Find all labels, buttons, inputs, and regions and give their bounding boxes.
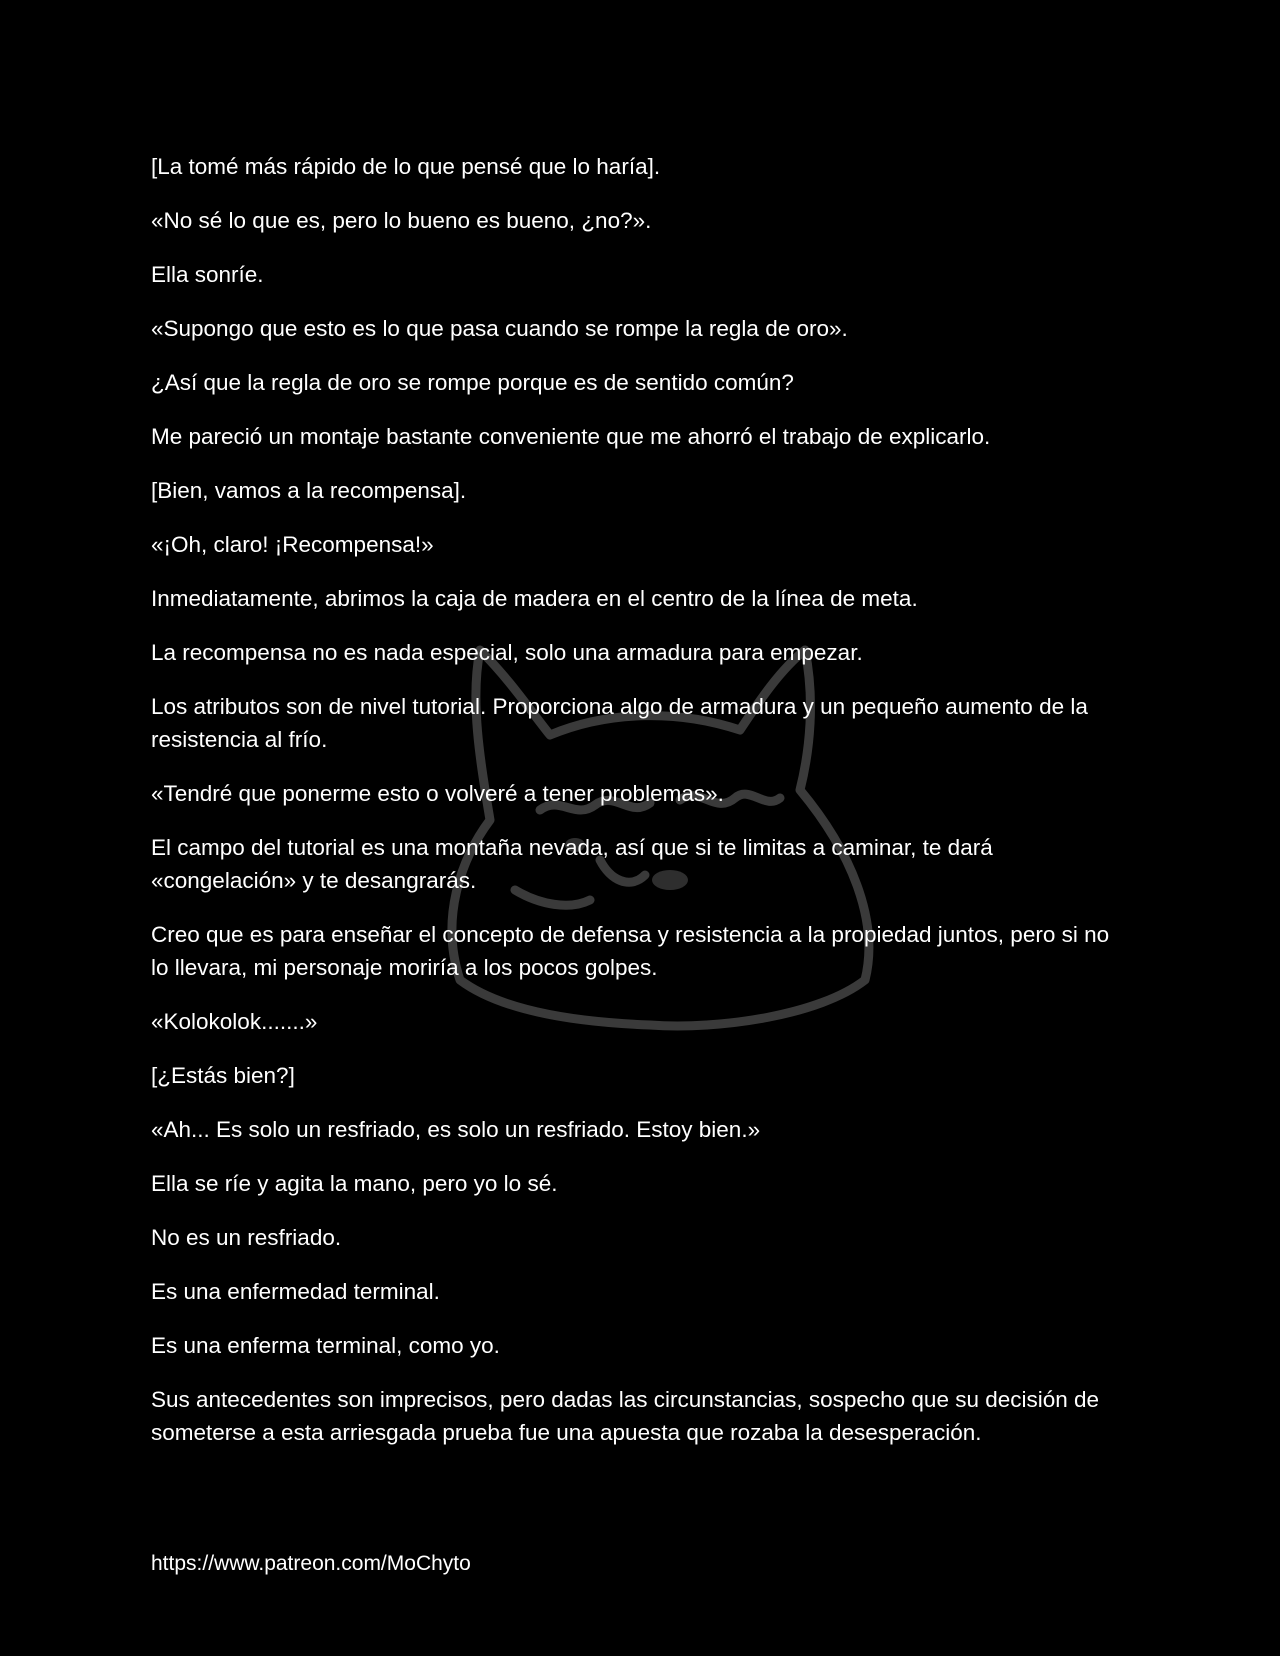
paragraph: [Bien, vamos a la recompensa]. xyxy=(151,478,467,503)
paragraph: Ella sonríe. xyxy=(151,262,264,287)
paragraph: [¿Estás bien?] xyxy=(151,1063,295,1088)
paragraph: Ella se ríe y agita la mano, pero yo lo sé. xyxy=(151,1171,558,1196)
paragraph: La recompensa no es nada especial, solo una armadura para empezar. xyxy=(151,640,863,665)
paragraph: Me pareció un montaje bastante conveniente que me ahorró el trabajo de explicarlo. xyxy=(151,424,991,449)
paragraph: «Ah... Es solo un resfriado, es solo un resfriado. Estoy bien.» xyxy=(151,1117,761,1142)
paragraph: «Tendré que ponerme esto o volveré a tener problemas». xyxy=(151,781,724,806)
paragraph: Es una enferma terminal, como yo. xyxy=(151,1333,500,1358)
story-text xyxy=(151,150,1111,1470)
paragraph: El campo del tutorial es una montaña nevada, así que si te limitas a caminar, te dará «congelación» y te desangrarás. xyxy=(151,835,993,893)
paragraph: Los atributos son de nivel tutorial. Proporciona algo de armadura y un pequeño aumento de la resistencia al frío. xyxy=(151,694,1088,752)
paragraph: Inmediatamente, abrimos la caja de madera en el centro de la línea de meta. xyxy=(151,586,918,611)
paragraph: No es un resfriado. xyxy=(151,1225,342,1250)
paragraph: «Kolokolok.......» xyxy=(151,1009,318,1034)
paragraph: «¡Oh, claro! ¡Recompensa!» xyxy=(151,532,434,557)
paragraph: «Supongo que esto es lo que pasa cuando se rompe la regla de oro». xyxy=(151,316,848,341)
patreon-link[interactable]: https://www.patreon.com/MoChyto xyxy=(151,1552,471,1575)
paragraph: ¿Así que la regla de oro se rompe porque es de sentido común? xyxy=(151,370,794,395)
paragraph: Es una enfermedad terminal. xyxy=(151,1279,440,1304)
paragraph: Creo que es para enseñar el concepto de defensa y resistencia a la propiedad juntos, pero si no lo llevara, mi personaje moriría a los pocos golpes. xyxy=(151,922,1110,980)
paragraph: «No sé lo que es, pero lo bueno es bueno, ¿no?». xyxy=(151,208,652,233)
paragraph: [La tomé más rápido de lo que pensé que lo haría]. xyxy=(151,154,661,179)
paragraph: Sus antecedentes son imprecisos, pero dadas las circunstancias, sospecho que su decisión de someterse a esta arriesgada prueba fue una apuesta que rozaba la desesperación. xyxy=(151,1387,1100,1445)
